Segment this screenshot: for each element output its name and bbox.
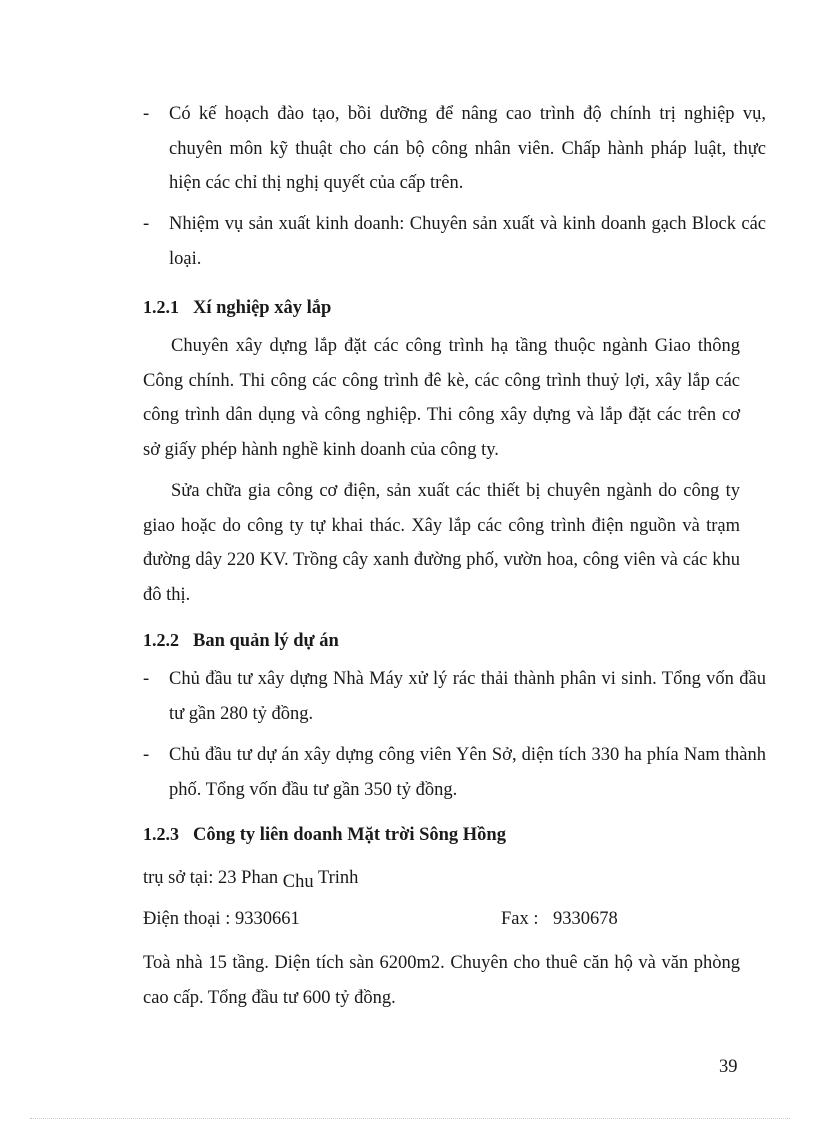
paragraph-text: Toà nhà 15 tầng. Diện tích sàn 6200m2. Chuyên cho thuê căn hộ và văn phòng cao cấp. Tổng đầu tư 600 tỷ đồng.	[143, 953, 740, 1008]
section-title: Ban quản lý dự án	[193, 631, 339, 651]
bullet-item-yen-so-park	[143, 738, 766, 807]
bullet-dash: -	[143, 104, 150, 124]
fax-value: 9330678	[553, 909, 618, 929]
section-title: Công ty liên doanh Mặt trời Sông Hồng	[193, 825, 506, 845]
bullet-dash: -	[143, 669, 150, 689]
paragraph-building	[143, 946, 740, 1015]
paragraph-text: Chuyên xây dựng lắp đặt các công trình hạ tầng thuộc ngành Giao thông Công chính. Thi công các công trình đê kè, các công trình thuỷ lợi, xây lắp các công trình dân dụng và công nghiệp. Thi công xây dựng và lắp đặt các trên cơ sở giấy phép hành nghề kinh doanh của công ty.	[143, 336, 740, 460]
address-line	[143, 864, 358, 892]
phone-text: Điện thoại : 9330661	[143, 909, 300, 929]
fax-label: Fax :	[501, 909, 539, 929]
bullet-item-waste-plant	[143, 662, 766, 731]
paragraph-construction	[143, 329, 740, 467]
section-heading-1-2-2	[143, 626, 339, 655]
address-subscript: Chu	[282, 872, 314, 892]
bullet-text: Nhiệm vụ sản xuất kinh doanh: Chuyên sản xuất và kinh doanh gạch Block các loại.	[169, 214, 766, 269]
bullet-text: Có kế hoạch đào tạo, bồi dưỡng để nâng cao trình độ chính trị nghiệp vụ, chuyên môn kỹ thuật cho cán bộ công nhân viên. Chấp hành pháp luật, thực hiện các chỉ thị nghị quyết của cấp trên.	[169, 104, 766, 193]
paragraph-repair	[143, 474, 740, 612]
page-number: 39	[719, 1057, 738, 1077]
bullet-item-business	[143, 207, 766, 276]
bottom-dotted-divider	[30, 1118, 790, 1119]
bullet-text: Chủ đầu tư xây dựng Nhà Máy xử lý rác thải thành phân vi sinh. Tổng vốn đầu tư gần 280 tỷ đồng.	[169, 669, 766, 724]
section-number: 1.2.2	[143, 630, 179, 650]
paragraph-text: Sửa chữa gia công cơ điện, sản xuất các thiết bị chuyên ngành do công ty giao hoặc do công ty tự khai thác. Xây lắp các công trình điện nguồn và trạm đường dây 220 KV. Trồng cây xanh đường phố, vườn hoa, công viên và các khu đô thị.	[143, 481, 740, 605]
bullet-dash: -	[143, 745, 150, 765]
bullet-dash: -	[143, 214, 150, 234]
address-prefix: trụ sở tại: 23 Phan	[143, 868, 279, 888]
section-title: Xí nghiệp xây lắp	[193, 298, 332, 318]
address-suffix: Trinh	[317, 868, 359, 888]
bullet-text: Chủ đầu tư dự án xây dựng công viên Yên Sở, diện tích 330 ha phía Nam thành phố. Tổng vốn đầu tư gần 350 tỷ đồng.	[169, 745, 766, 800]
section-number: 1.2.1	[143, 297, 179, 317]
section-heading-1-2-3	[143, 820, 506, 849]
section-heading-1-2-1	[143, 293, 331, 322]
contact-line	[143, 905, 740, 933]
bullet-item-training	[143, 97, 766, 201]
section-number: 1.2.3	[143, 824, 179, 844]
